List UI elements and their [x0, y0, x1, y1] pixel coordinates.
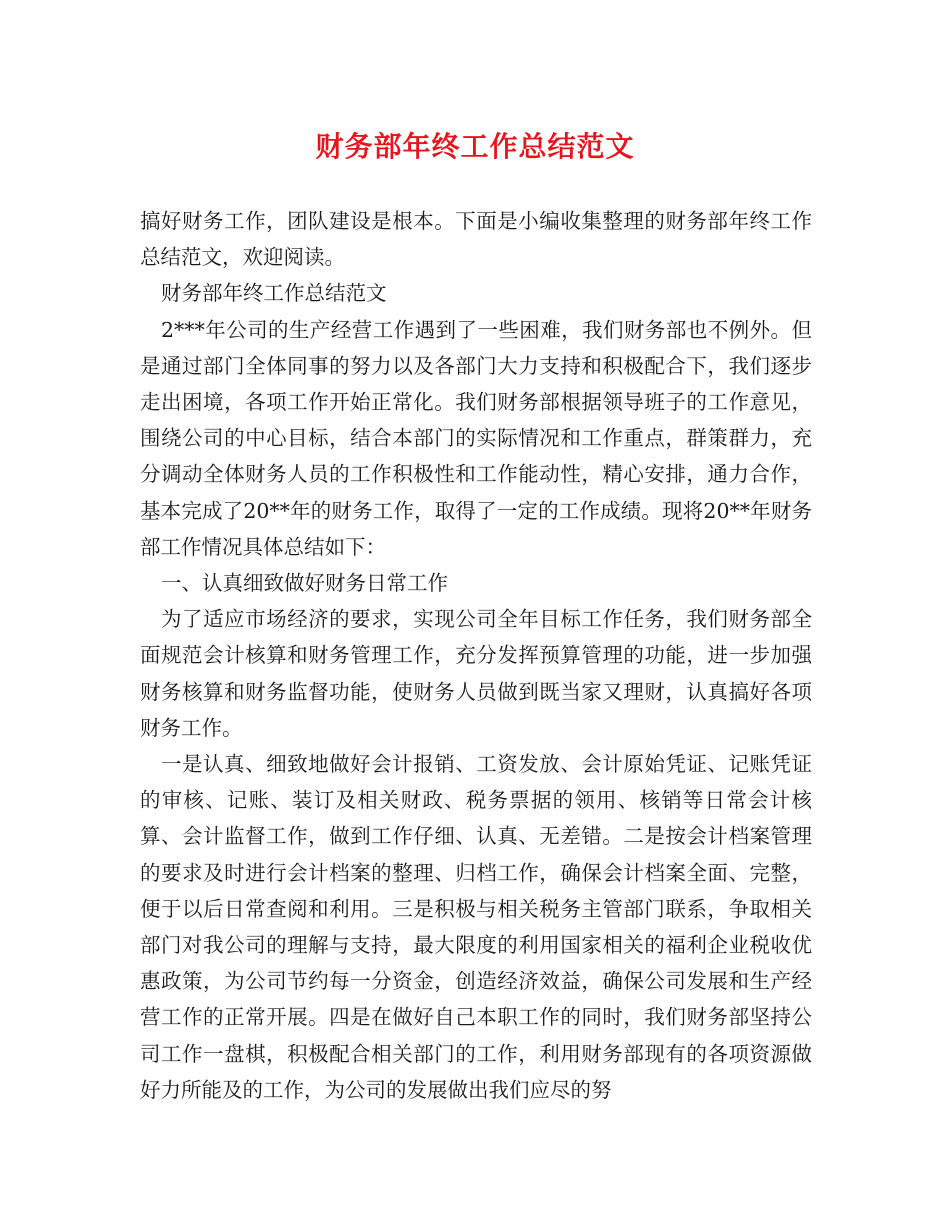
- document-title: 财务部年终工作总结范文: [315, 130, 635, 163]
- subtitle-paragraph: 财务部年终工作总结范文: [161, 281, 387, 306]
- overview-paragraph: 2***年公司的生产经营工作遇到了一些困难，我们财务部也不例外。但是通过部门全体同事的努力以及各部门大力支持和积极配合下，我们逐步走出困境，各项工作开始正常化。我们财务部根据领导班子的工作意见，围绕公司的中心目标，结合本部门的实际情况和工作重点，群策群力，充分调动全体财务人员的工作积极性和工作能动性，精心安排，通力合作，基本完成了20**年的财务工作，取得了一定的工作成绩。现将20**年财务部工作情况具体总结如下：: [140, 317, 812, 559]
- document-body: [140, 203, 812, 1108]
- section-intro-paragraph: 为了适应市场经济的要求，实现公司全年目标工作任务，我们财务部全面规范会计核算和财务管理工作，充分发挥预算管理的功能，进一步加强财务核算和财务监督功能，使财务人员做到既当家又理财，认真搞好各项财务工作。: [140, 607, 812, 740]
- section-heading: 一、认真细致做好财务日常工作: [161, 571, 448, 596]
- intro-paragraph: 搞好财务工作，团队建设是根本。下面是小编收集整理的财务部年终工作总结范文，欢迎阅读。: [140, 209, 812, 270]
- section-detail-paragraph: 一是认真、细致地做好会计报销、工资发放、会计原始凭证、记账凭证的审核、记账、装订及相关财政、税务票据的领用、核销等日常会计核算、会计监督工作，做到工作仔细、认真、无差错。二是按会计档案管理的要求及时进行会计档案的整理、归档工作，确保会计档案全面、完整，便于以后日常查阅和利用。三是积极与相关税务主管部门联系，争取相关部门对我公司的理解与支持，最大限度的利用国家相关的福利企业税收优惠政策，为公司节约每一分资金，创造经济效益，确保公司发展和生产经营工作的正常开展。四是在做好自己本职工作的同时，我们财务部坚持公司工作一盘棋，积极配合相关部门的工作，利用财务部现有的各项资源做好力所能及的工作，为公司的发展做出我们应尽的努: [140, 752, 812, 1102]
